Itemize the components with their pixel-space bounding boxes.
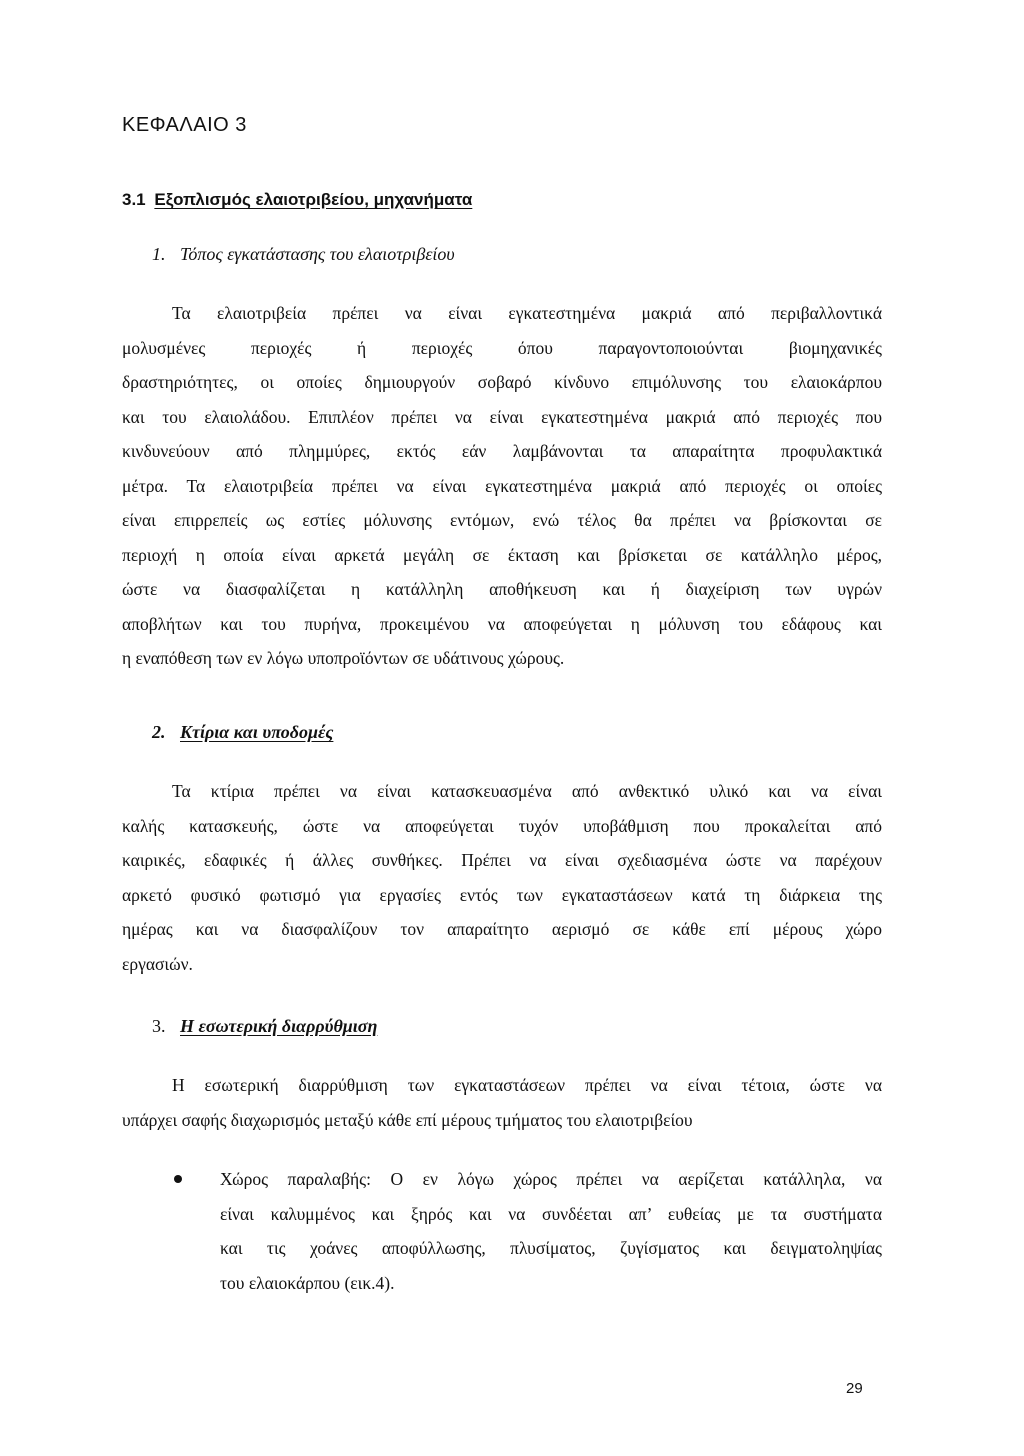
bullet-line: Χώρος παραλαβής: Ο εν λόγω χώρος πρέπει να αερίζεται κατάλληλα, να xyxy=(220,1169,882,1189)
bullet-line: και τις χοάνες αποφύλλωσης, πλυσίματος, ζυγίσματος και δειγματοληψίας xyxy=(220,1238,882,1258)
paragraph-line: περιοχή η οποία είναι αρκετά μεγάλη σε έκταση και βρίσκεται σε κατάλληλο μέρος, xyxy=(122,544,882,565)
paragraph-line: αποβλήτων και του πυρήνα, προκειμένου να αποφεύγεται η μόλυνση του εδάφους και xyxy=(122,613,882,634)
section-number: 3.1 xyxy=(122,190,146,209)
page-number: 29 xyxy=(846,1380,863,1397)
paragraph-line: είναι επιρρεπείς ως εστίες μόλυνσης εντόμων, ενώ τέλος θα πρέπει να βρίσκονται σε xyxy=(122,510,882,530)
bullet-icon xyxy=(174,1175,182,1183)
subsection-2-heading xyxy=(152,722,333,743)
paragraph-line: ημέρας και να διασφαλίζουν τον απαραίτητο αερισμό σε κάθε επί μέρους χώρο xyxy=(122,919,882,939)
subsection-2-paragraph xyxy=(122,774,882,981)
paragraph-line: ώστε να διασφαλίζεται η κατάλληλη αποθήκευση και ή διαχείριση των υγρών xyxy=(122,579,882,599)
paragraph-line: η εναπόθεση των εν λόγω υποπροϊόντων σε υδάτινους χώρους. xyxy=(122,648,565,668)
bullet-text xyxy=(220,1162,882,1300)
paragraph-line: καλής κατασκευής, ώστε να αποφεύγεται τυχόν υποβάθμιση που προκαλείται από xyxy=(122,815,882,836)
section-title xyxy=(122,190,472,210)
paragraph-line: υπάρχει σαφής διαχωρισμός μεταξύ κάθε επί μέρους τμήματος του ελαιοτριβείου xyxy=(122,1109,693,1130)
subsection-2-number: 2. xyxy=(152,722,166,742)
bullet-line: του ελαιοκάρπου (εικ.4). xyxy=(220,1272,395,1293)
subsection-1-heading xyxy=(152,244,455,265)
chapter-title: ΚΕΦΑΛΑΙΟ 3 xyxy=(122,114,247,136)
section-name: Εξοπλισμός ελαιοτριβείου, μηχανήματα xyxy=(154,190,473,209)
paragraph-line: εργασιών. xyxy=(122,953,193,974)
subsection-3-number: 3. xyxy=(152,1016,166,1036)
subsection-1-paragraph xyxy=(122,296,882,676)
paragraph-line: καιρικές, εδαφικές ή άλλες συνθήκες. Πρέπει να είναι σχεδιασμένα ώστε να παρέχουν xyxy=(122,850,882,870)
subsection-3-paragraph xyxy=(122,1068,882,1137)
subsection-1-number: 1. xyxy=(152,244,166,264)
paragraph-line: Τα ελαιοτριβεία πρέπει να είναι εγκατεστημένα μακριά από περιβαλλοντικά xyxy=(172,303,882,323)
paragraph-line: κινδυνεύουν από πλημμύρες, εκτός εάν λαμβάνονται τα απαραίτητα προφυλακτικά xyxy=(122,441,882,461)
subsection-1-title: Τόπος εγκατάστασης του ελαιοτριβείου xyxy=(180,244,455,264)
paragraph-line: Τα κτίρια πρέπει να είναι κατασκευασμένα από ανθεκτικό υλικό και να είναι xyxy=(172,781,882,801)
subsection-3-heading xyxy=(152,1016,377,1037)
paragraph-line: μέτρα. Τα ελαιοτριβεία πρέπει να είναι εγκατεστημένα μακριά από περιοχές οι οποίες xyxy=(122,475,882,496)
paragraph-line: Η εσωτερική διαρρύθμιση των εγκαταστάσεων πρέπει να είναι τέτοια, ώστε να xyxy=(172,1075,882,1095)
paragraph-line: δραστηριότητες, οι οποίες δημιουργούν σοβαρό κίνδυνο επιμόλυνσης του ελαιοκάρπου xyxy=(122,372,882,392)
paragraph-line: αρκετό φυσικό φωτισμό για εργασίες εντός των εγκαταστάσεων κατά τη διάρκεια της xyxy=(122,884,882,905)
subsection-3-title: Η εσωτερική διαρρύθμιση xyxy=(180,1016,378,1036)
paragraph-line: και του ελαιολάδου. Επιπλέον πρέπει να είναι εγκατεστημένα μακριά από περιοχές που xyxy=(122,406,882,427)
paragraph-line: μολυσμένες περιοχές ή περιοχές όπου παραγοντοποιούνται βιομηχανικές xyxy=(122,337,882,358)
subsection-2-title: Κτίρια και υποδομές xyxy=(180,722,334,742)
bullet-line: είναι καλυμμένος και ξηρός και να συνδέεται απ’ ευθείας με τα συστήματα xyxy=(220,1203,882,1224)
